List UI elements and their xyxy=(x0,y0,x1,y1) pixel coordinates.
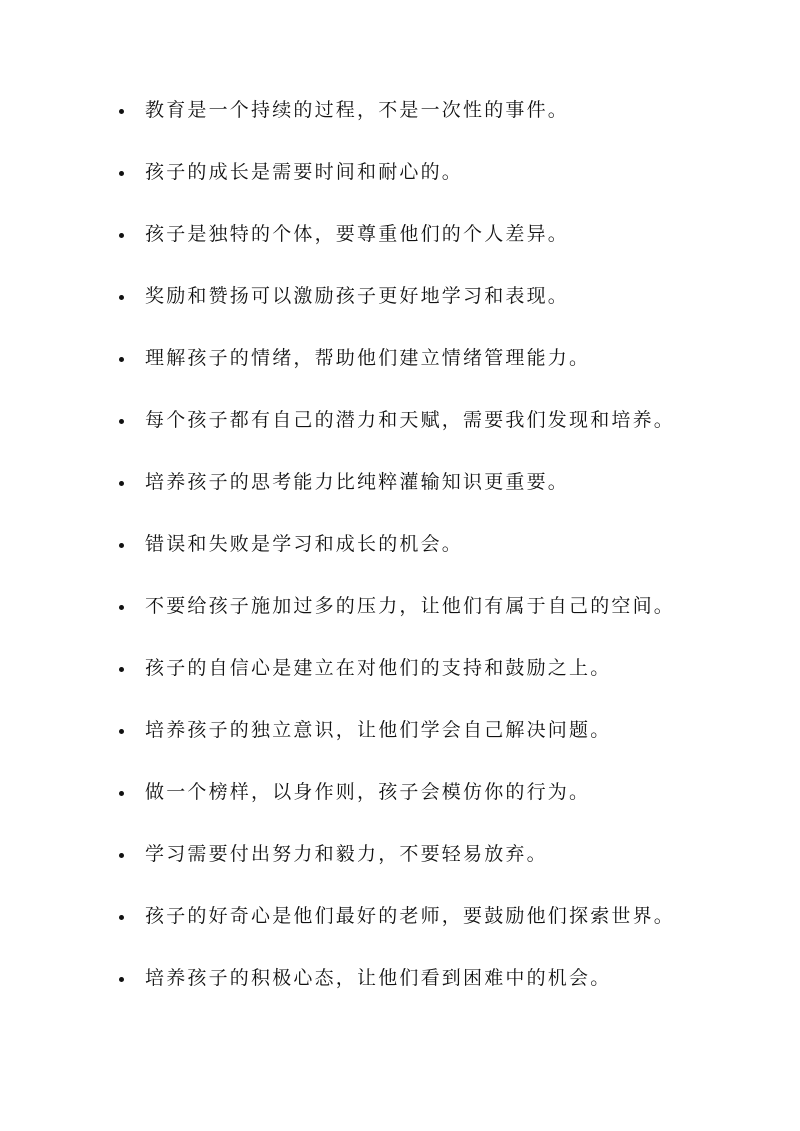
list-item-text: 每个孩子都有自己的潜力和天赋，需要我们发现和培养。 xyxy=(145,409,676,431)
list-item-text: 学习需要付出努力和毅力，不要轻易放弃。 xyxy=(145,843,548,865)
bullet-icon xyxy=(119,667,124,672)
list-item-text: 培养孩子的独立意识，让他们学会自己解决问题。 xyxy=(145,719,612,741)
bullet-icon xyxy=(119,171,124,176)
list-item-text: 孩子是独特的个体，要尊重他们的个人差异。 xyxy=(145,223,570,245)
list-item-text: 孩子的成长是需要时间和耐心的。 xyxy=(145,161,464,183)
list-item-text: 错误和失败是学习和成长的机会。 xyxy=(145,533,464,555)
list-item-text: 培养孩子的积极心态，让他们看到困难中的机会。 xyxy=(145,967,612,989)
bullet-icon xyxy=(119,419,124,424)
list-item xyxy=(0,340,800,402)
list-item xyxy=(0,92,800,154)
list-item-text: 教育是一个持续的过程，不是一次性的事件。 xyxy=(145,99,570,121)
list-item xyxy=(0,402,800,464)
list-item-text: 奖励和赞扬可以激励孩子更好地学习和表现。 xyxy=(145,285,570,307)
list-item xyxy=(0,464,800,526)
bullet-icon xyxy=(119,543,124,548)
bullet-icon xyxy=(119,605,124,610)
list-item-text: 不要给孩子施加过多的压力，让他们有属于自己的空间。 xyxy=(145,595,676,617)
bullet-icon xyxy=(119,915,124,920)
list-item xyxy=(0,836,800,898)
list-item xyxy=(0,898,800,960)
bullet-icon xyxy=(119,977,124,982)
bullet-list xyxy=(0,92,800,1022)
list-item xyxy=(0,650,800,712)
list-item xyxy=(0,278,800,340)
list-item-text: 孩子的自信心是建立在对他们的支持和鼓励之上。 xyxy=(145,657,612,679)
list-item xyxy=(0,960,800,1022)
list-item xyxy=(0,526,800,588)
bullet-icon xyxy=(119,295,124,300)
bullet-icon xyxy=(119,109,124,114)
list-item-text: 做一个榜样，以身作则，孩子会模仿你的行为。 xyxy=(145,781,591,803)
list-item-text: 孩子的好奇心是他们最好的老师，要鼓励他们探索世界。 xyxy=(145,905,676,927)
bullet-icon xyxy=(119,233,124,238)
bullet-icon xyxy=(119,357,124,362)
list-item xyxy=(0,712,800,774)
list-item xyxy=(0,154,800,216)
list-item-text: 理解孩子的情绪，帮助他们建立情绪管理能力。 xyxy=(145,347,591,369)
bullet-icon xyxy=(119,791,124,796)
bullet-icon xyxy=(119,481,124,486)
list-item-text: 培养孩子的思考能力比纯粹灌输知识更重要。 xyxy=(145,471,570,493)
bullet-icon xyxy=(119,729,124,734)
list-item xyxy=(0,774,800,836)
bullet-icon xyxy=(119,853,124,858)
list-item xyxy=(0,588,800,650)
list-item xyxy=(0,216,800,278)
